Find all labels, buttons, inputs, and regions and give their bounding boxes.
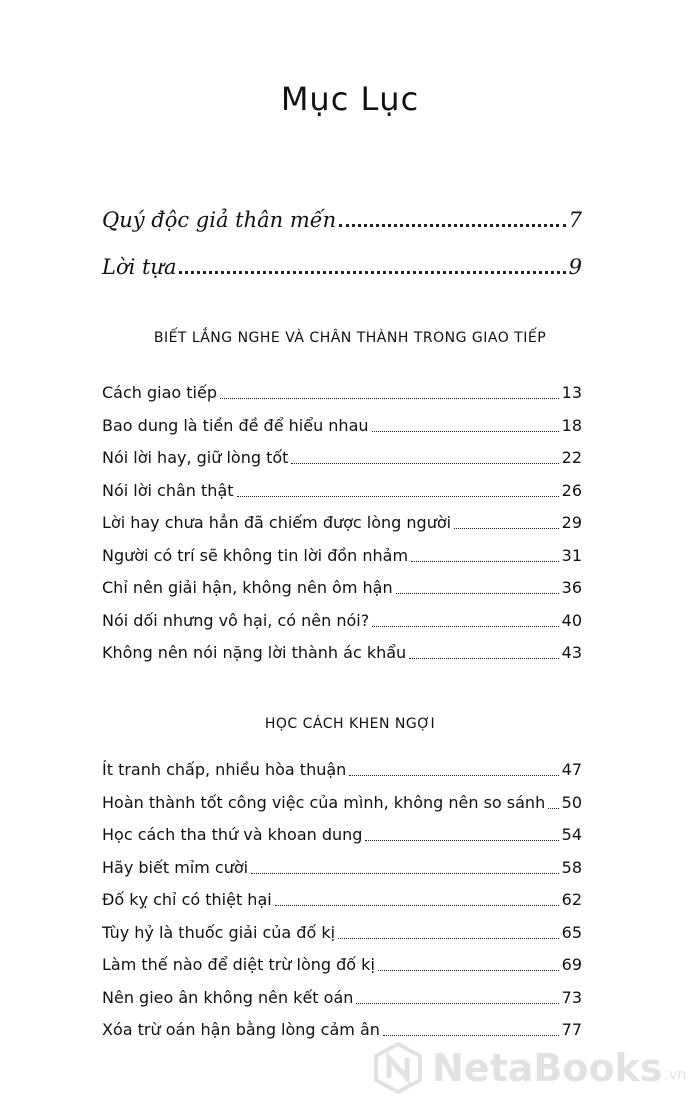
- dot-leader: [349, 775, 558, 776]
- toc-entry-title: Cách giao tiếp: [102, 383, 217, 402]
- toc-entry: [102, 611, 582, 630]
- dot-leader: [338, 938, 559, 939]
- toc-entry: [102, 858, 582, 877]
- toc-entry-title: Nói lời hay, giữ lòng tốt: [102, 448, 289, 467]
- toc-entry-page: 65: [561, 923, 582, 942]
- netabooks-logo-icon: [372, 1042, 424, 1094]
- toc-entry: [102, 890, 582, 909]
- dot-leader: [339, 224, 565, 227]
- section-heading: BIẾT LẮNG NGHE VÀ CHÂN THÀNH TRONG GIAO TIẾP: [153, 330, 547, 346]
- toc-entry: [102, 383, 582, 402]
- toc-entry-title: Xóa trừ oán hận bằng lòng cảm ân: [102, 1020, 380, 1039]
- toc-entry-page: 40: [561, 611, 582, 630]
- dot-leader: [365, 840, 558, 841]
- toc-entry-title: Quý độc giả thân mến: [102, 208, 337, 232]
- toc-entry: [102, 955, 582, 974]
- toc-entry-page: 31: [561, 546, 582, 565]
- toc-entry-title: Nói dối nhưng vô hại, có nên nói?: [102, 611, 370, 630]
- toc-entry-page: 26: [561, 481, 582, 500]
- toc-entry: [102, 643, 582, 662]
- section-heading: HỌC CÁCH KHEN NGỢI: [264, 716, 436, 732]
- toc-entry: [102, 1020, 582, 1039]
- dot-leader: [454, 528, 559, 529]
- watermark-domain: .vn: [664, 1067, 687, 1083]
- dot-leader: [548, 808, 558, 809]
- page-title: Mục Lục: [280, 80, 420, 118]
- dot-leader: [237, 496, 559, 497]
- toc-entry-title: Học cách tha thứ và khoan dung: [102, 825, 363, 844]
- dot-leader: [372, 431, 559, 432]
- toc-entry-title: Nên gieo ân không nên kết oán: [102, 988, 354, 1007]
- toc-entry: [102, 448, 582, 467]
- toc-entry: [102, 513, 582, 532]
- toc-entry-title: Lời hay chưa hẳn đã chiếm được lòng người: [102, 513, 452, 532]
- toc-entry-page: 77: [561, 1020, 582, 1039]
- watermark-brand: NetaBooks: [432, 1046, 663, 1090]
- toc-entry-title: Đố kỵ chỉ có thiệt hại: [102, 890, 272, 909]
- toc-entry-page: 22: [561, 448, 582, 467]
- toc-entry: [102, 546, 582, 565]
- toc-entry-page: 69: [561, 955, 582, 974]
- toc-entry-page: 7: [568, 208, 582, 232]
- toc-entry-page: 36: [561, 578, 582, 597]
- toc-entry-page: 54: [561, 825, 582, 844]
- dot-leader: [378, 970, 559, 971]
- toc-entry-title: Không nên nói nặng lời thành ác khẩu: [102, 643, 407, 662]
- toc-entry-title: Hãy biết mỉm cười: [102, 858, 249, 877]
- dot-leader: [275, 905, 559, 906]
- toc-entry-page: 47: [561, 760, 582, 779]
- dot-leader: [356, 1003, 558, 1004]
- toc-entry-title: Nói lời chân thật: [102, 481, 234, 500]
- dot-leader: [179, 271, 565, 274]
- toc-entry: [102, 481, 582, 500]
- toc-entry-page: 62: [561, 890, 582, 909]
- toc-entry-title: Chỉ nên giải hận, không nên ôm hận: [102, 578, 393, 597]
- toc-entry-page: 58: [561, 858, 582, 877]
- watermark: [372, 1038, 692, 1098]
- toc-entry-page: 9: [568, 255, 582, 279]
- toc-entry-page: 43: [561, 643, 582, 662]
- toc-entry-page: 13: [561, 383, 582, 402]
- toc-entry-page: 50: [561, 793, 582, 812]
- toc-entry-title: Người có trí sẽ không tin lời đồn nhảm: [102, 546, 409, 565]
- toc-entry: [102, 208, 582, 232]
- toc-entry-title: Làm thế nào để diệt trừ lòng đố kị: [102, 955, 375, 974]
- dot-leader: [411, 561, 559, 562]
- toc-entry: [102, 760, 582, 779]
- toc-entry: [102, 825, 582, 844]
- dot-leader: [220, 398, 559, 399]
- toc-entry-title: Lời tựa: [102, 255, 177, 279]
- dot-leader: [251, 873, 559, 874]
- toc-entry-title: Ít tranh chấp, nhiều hòa thuận: [102, 760, 347, 779]
- toc-entry: [102, 578, 582, 597]
- toc-entry-page: 29: [561, 513, 582, 532]
- toc-entry-page: 18: [561, 416, 582, 435]
- dot-leader: [409, 658, 558, 659]
- toc-entry: [102, 923, 582, 942]
- dot-leader: [396, 593, 559, 594]
- toc-entry: [102, 255, 582, 279]
- toc-entry-page: 73: [561, 988, 582, 1007]
- toc-entry-title: Tùy hỷ là thuốc giải của đố kị: [102, 923, 336, 942]
- toc-entry-title: Hoàn thành tốt công việc của mình, không nên so sánh: [102, 793, 546, 812]
- dot-leader: [372, 626, 558, 627]
- toc-entry: [102, 793, 582, 812]
- dot-leader: [383, 1035, 559, 1036]
- toc-entry: [102, 988, 582, 1007]
- dot-leader: [291, 463, 558, 464]
- toc-entry-title: Bao dung là tiền đề để hiểu nhau: [102, 416, 369, 435]
- toc-entry: [102, 416, 582, 435]
